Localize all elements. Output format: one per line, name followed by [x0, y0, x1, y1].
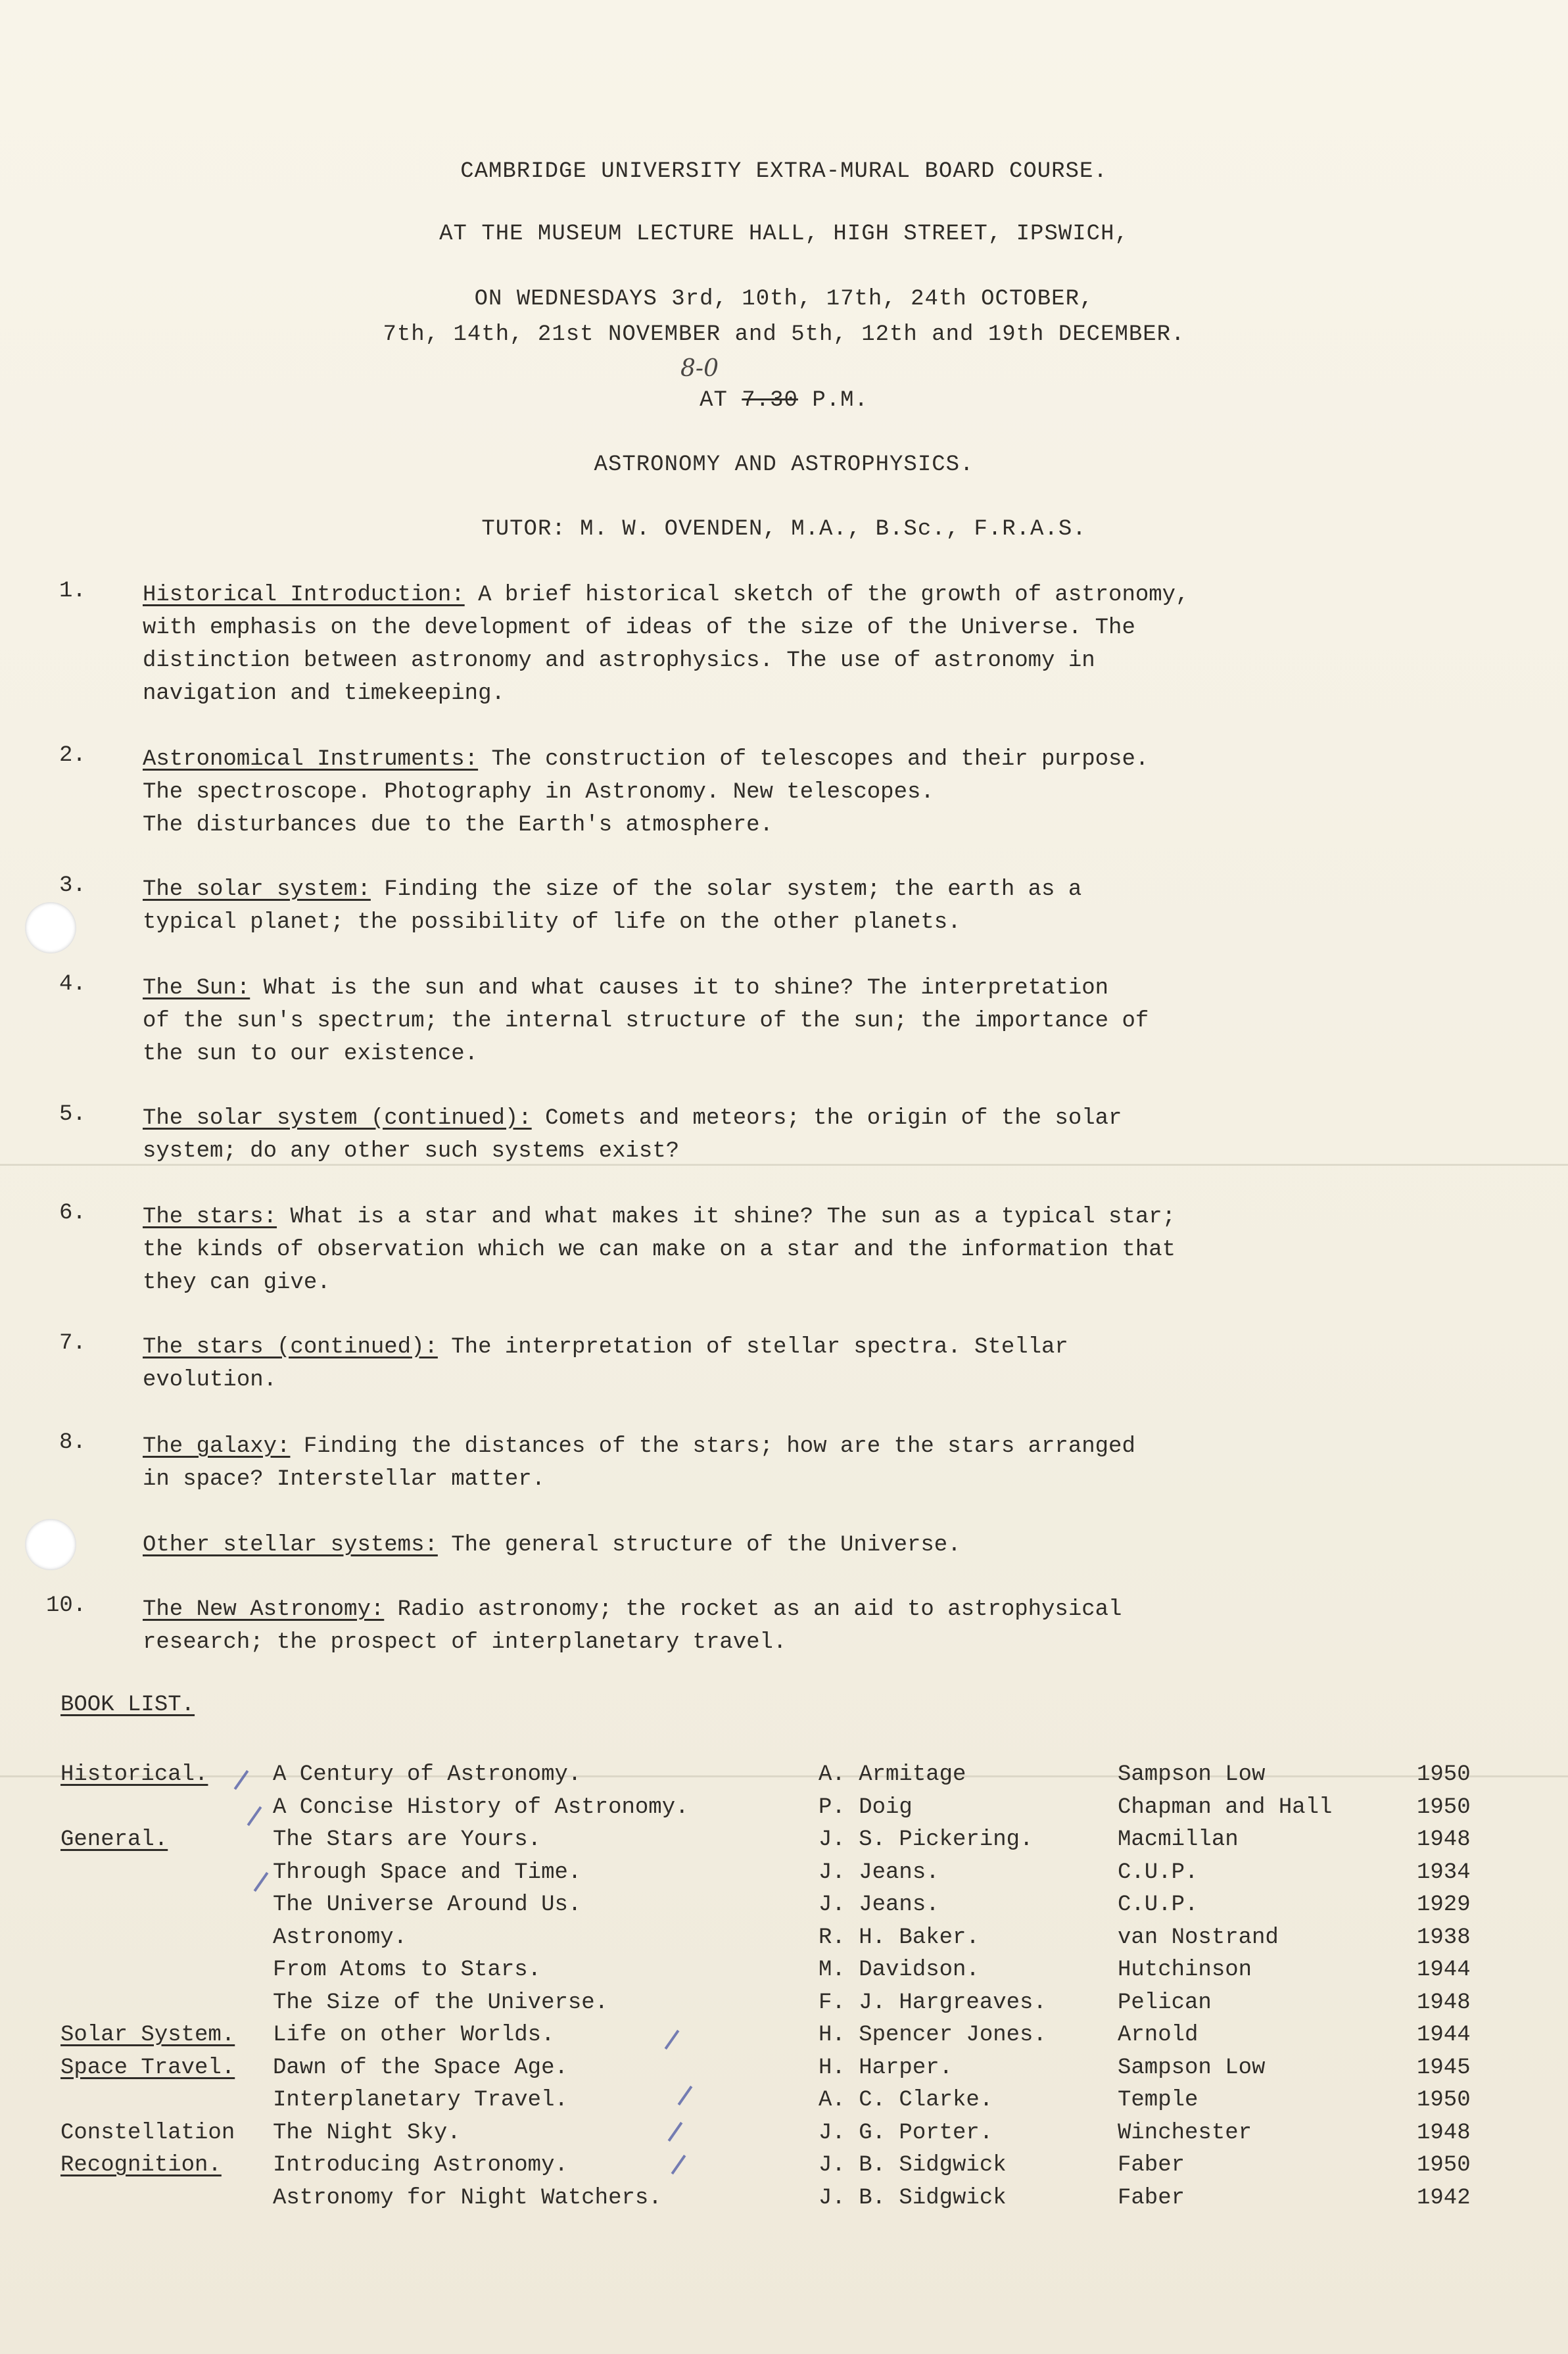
book-row [0, 2088, 1568, 2121]
book-publisher: Arnold [1118, 2023, 1199, 2048]
book-title: Interplanetary Travel. [273, 2088, 568, 2113]
book-category: Historical. [60, 1762, 208, 1787]
topic-body [143, 1529, 1484, 1562]
book-author: J. Jeans. [819, 1860, 939, 1885]
header-time [0, 388, 1568, 413]
book-author: J. Jeans. [819, 1892, 939, 1917]
topic-number: 4. [59, 972, 86, 997]
topic-line: system; do any other such systems exist? [143, 1139, 680, 1164]
book-publisher: Chapman and Hall [1118, 1794, 1333, 1820]
header-venue: AT THE MUSEUM LECTURE HALL, HIGH STREET, IPSWICH, [439, 222, 1129, 247]
book-title: A Concise History of Astronomy. [273, 1794, 689, 1820]
topic-line: research; the prospect of interplanetary travel. [143, 1630, 787, 1655]
topic-line: The general structure of the Universe. [437, 1533, 961, 1558]
book-publisher: Faber [1118, 2185, 1185, 2211]
topic-title: The Sun: [143, 976, 250, 1001]
topic-body [143, 972, 1484, 1070]
topic-line: What is a star and what makes it shine? The sun as a typical star; [277, 1205, 1176, 1230]
topic-body [143, 579, 1484, 710]
book-author: A. Armitage [819, 1762, 966, 1787]
header-dates-october: ON WEDNESDAYS 3rd, 10th, 17th, 24th OCTOBER, [474, 287, 1094, 312]
book-year: 1950 [1417, 2153, 1471, 2178]
topic-number: 5. [59, 1102, 86, 1127]
topic-body [143, 1331, 1484, 1397]
book-publisher: Sampson Low [1118, 2055, 1266, 2080]
book-author: J. G. Porter. [819, 2120, 993, 2146]
time-struck-out: 7.30 [742, 388, 798, 413]
book-author: H. Spencer Jones. [819, 2023, 1047, 2048]
book-publisher: Winchester [1118, 2120, 1252, 2146]
book-author: J. S. Pickering. [819, 1827, 1033, 1852]
book-title: Life on other Worlds. [273, 2023, 555, 2048]
topic-line: What is the sun and what causes it to shine? The interpretation [250, 976, 1109, 1001]
topic-line: A brief historical sketch of the growth of astronomy, [464, 583, 1189, 608]
topic-number: 10. [46, 1593, 87, 1618]
book-row [0, 1762, 1568, 1795]
book-author: M. Davidson. [819, 1958, 980, 1982]
book-publisher: Macmillan [1118, 1827, 1239, 1852]
topic-line: The spectroscope. Photography in Astronomy. New telescopes. [143, 780, 934, 805]
book-author: J. B. Sidgwick [819, 2185, 1007, 2211]
book-year: 1948 [1417, 1990, 1471, 2015]
book-year: 1944 [1417, 1958, 1471, 1982]
book-publisher: Sampson Low [1118, 1762, 1266, 1787]
topic-line: The disturbances due to the Earth's atmosphere. [143, 813, 773, 838]
book-author: A. C. Clarke. [819, 2088, 993, 2113]
topic-title: The solar system (continued): [143, 1106, 532, 1131]
topic-title: The stars: [143, 1205, 277, 1230]
topic-title: Other stellar systems: [143, 1533, 438, 1558]
topic-line: Comets and meteors; the origin of the solar [531, 1106, 1122, 1131]
book-row [0, 2023, 1568, 2055]
topic-line: the kinds of observation which we can make on a star and the information that [143, 1237, 1176, 1262]
topic-line: the sun to our existence. [143, 1042, 479, 1067]
topic-number: 8. [59, 1430, 86, 1455]
book-row [0, 1958, 1568, 1990]
topic-line: of the sun's spectrum; the internal structure of the sun; the importance of [143, 1009, 1149, 1034]
topic-line: they can give. [143, 1270, 331, 1295]
book-row [0, 2055, 1568, 2088]
book-title: The Night Sky. [273, 2120, 461, 2146]
book-year: 1950 [1417, 1762, 1471, 1787]
book-year: 1950 [1417, 1794, 1471, 1820]
punch-hole [25, 1519, 76, 1570]
punch-hole [25, 902, 76, 953]
book-title: The Universe Around Us. [273, 1892, 582, 1917]
book-title: The Size of the Universe. [273, 1990, 609, 2015]
topic-body [143, 1102, 1484, 1168]
book-author: R. H. Baker. [819, 1925, 980, 1950]
book-publisher: C.U.P. [1118, 1892, 1199, 1917]
book-year: 1929 [1417, 1892, 1471, 1917]
topic-title: Astronomical Instruments: [143, 747, 479, 772]
topic-line: Finding the distances of the stars; how are the stars arranged [290, 1434, 1135, 1459]
topic-body [143, 873, 1484, 939]
book-publisher: Pelican [1118, 1990, 1212, 2015]
book-category: Constellation [60, 2120, 235, 2146]
book-year: 1944 [1417, 2023, 1471, 2048]
topic-body [143, 1593, 1484, 1659]
header-dates-nov-dec: 7th, 14th, 21st NOVEMBER and 5th, 12th and 19th DECEMBER. [383, 322, 1185, 347]
book-publisher: C.U.P. [1118, 1860, 1199, 1885]
book-category: General. [60, 1827, 168, 1852]
book-publisher: Hutchinson [1118, 1958, 1252, 1982]
book-year: 1948 [1417, 1827, 1471, 1852]
book-category: Recognition. [60, 2153, 222, 2178]
book-author: P. Doig [819, 1794, 913, 1820]
book-row [0, 1990, 1568, 2023]
topic-line: navigation and timekeeping. [143, 681, 505, 706]
book-list-heading: BOOK LIST. [60, 1693, 195, 1717]
book-title: Astronomy. [273, 1925, 408, 1950]
topic-body [143, 1430, 1484, 1496]
topic-title: The solar system: [143, 877, 371, 902]
book-year: 1948 [1417, 2120, 1471, 2146]
book-year: 1950 [1417, 2088, 1471, 2113]
topic-title: The New Astronomy: [143, 1597, 385, 1622]
topic-number: 2. [59, 743, 86, 768]
time-prefix: AT [700, 388, 728, 413]
book-publisher: van Nostrand [1118, 1925, 1279, 1950]
book-row [0, 1827, 1568, 1860]
book-row [0, 2121, 1568, 2153]
book-title: Dawn of the Space Age. [273, 2055, 568, 2080]
book-title: Astronomy for Night Watchers. [273, 2185, 662, 2211]
topic-line: with emphasis on the development of ideas of the size of the Universe. The [143, 615, 1135, 640]
time-handwritten-correction: 8-0 [680, 355, 719, 382]
book-title: A Century of Astronomy. [273, 1762, 582, 1787]
book-row [0, 2153, 1568, 2186]
topic-line: in space? Interstellar matter. [143, 1467, 546, 1492]
time-suffix: P.M. [812, 388, 868, 413]
topic-number: 1. [59, 579, 86, 604]
topic-number: 3. [59, 873, 86, 898]
header-board-course: CAMBRIDGE UNIVERSITY EXTRA-MURAL BOARD COURSE. [460, 159, 1108, 184]
topic-line: Finding the size of the solar system; the earth as a [370, 877, 1082, 902]
topic-number: 7. [59, 1331, 86, 1356]
topic-line: The construction of telescopes and their purpose. [478, 747, 1149, 772]
topic-body [143, 1201, 1484, 1299]
course-title: ASTRONOMY AND ASTROPHYSICS. [594, 452, 974, 477]
topic-number: 6. [59, 1201, 86, 1226]
book-row [0, 2186, 1568, 2219]
topic-title: The stars (continued): [143, 1335, 438, 1360]
topic-line: typical planet; the possibility of life on the other planets. [143, 910, 961, 935]
topic-line: Radio astronomy; the rocket as an aid to astrophysical [384, 1597, 1122, 1622]
book-publisher: Temple [1118, 2088, 1199, 2113]
book-title: The Stars are Yours. [273, 1827, 542, 1852]
book-title: From Atoms to Stars. [273, 1958, 542, 1982]
book-year: 1945 [1417, 2055, 1471, 2080]
book-row [0, 1860, 1568, 1893]
book-publisher: Faber [1118, 2153, 1185, 2178]
book-category: Solar System. [60, 2023, 235, 2048]
book-category: Space Travel. [60, 2055, 235, 2080]
topic-body [143, 743, 1484, 842]
topic-line: evolution. [143, 1368, 277, 1393]
topic-title: Historical Introduction: [143, 583, 465, 608]
book-title: Through Space and Time. [273, 1860, 582, 1885]
tutor-line: TUTOR: M. W. OVENDEN, M.A., B.Sc., F.R.A.S. [481, 517, 1087, 542]
book-year: 1938 [1417, 1925, 1471, 1950]
book-row [0, 1795, 1568, 1828]
book-year: 1942 [1417, 2185, 1471, 2211]
book-row [0, 1925, 1568, 1958]
topic-title: The galaxy: [143, 1434, 291, 1459]
book-author: J. B. Sidgwick [819, 2153, 1007, 2178]
book-author: H. Harper. [819, 2055, 953, 2080]
book-title: Introducing Astronomy. [273, 2153, 568, 2178]
topic-line: distinction between astronomy and astrophysics. The use of astronomy in [143, 648, 1095, 673]
book-author: F. J. Hargreaves. [819, 1990, 1047, 2015]
topic-line: The interpretation of stellar spectra. Stellar [437, 1335, 1068, 1360]
book-row [0, 1892, 1568, 1925]
book-year: 1934 [1417, 1860, 1471, 1885]
